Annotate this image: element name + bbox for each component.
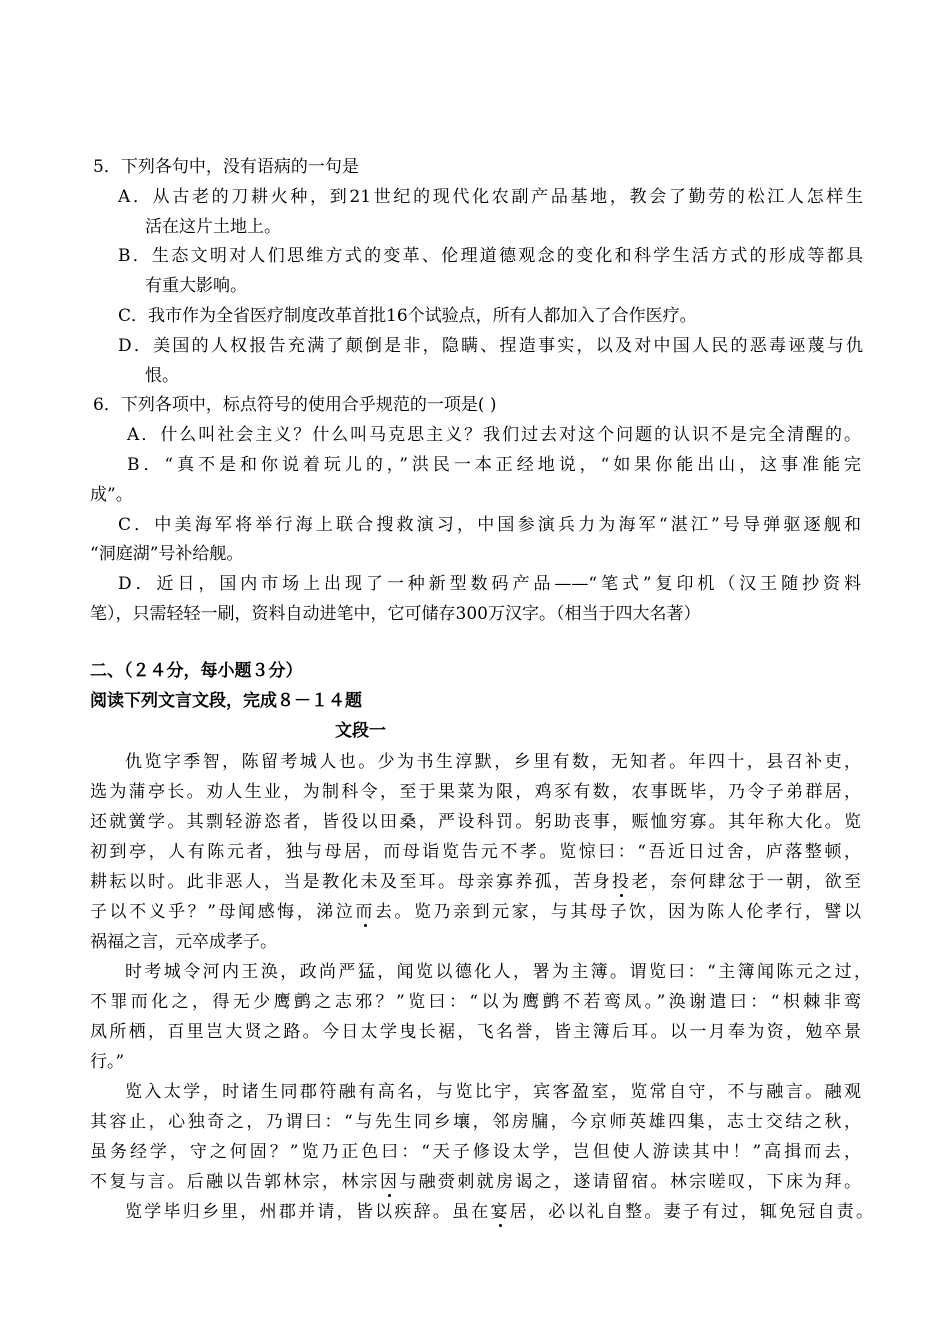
passage-p1-line6	[90, 902, 861, 922]
passage-p2-line3: 凤所栖，百里岂大贤之路。今日太学曳长裾，飞名誉，皆主簿后耳。以一月奉为资，勉卒景	[90, 1022, 861, 1042]
passage-p1-line3: 还就黉学。其剽轻游恣者，皆役以田桑，严设科罚。躬助丧事，赈恤穷寡。其年称大化。览	[90, 812, 861, 832]
q5-stem: 5．下列各句中，没有语病的一句是	[93, 157, 359, 177]
passage-p1-line4: 初到亭，人有陈元者，独与母居，而母诣览告元不孝。览惊曰：“吾近日过舍，庐落整顿，	[90, 842, 861, 862]
q6-option-d-line2: 笔），只需轻轻一刷，资料自动进笔中，它可储存300万汉字。（相当于四大名著）	[90, 604, 701, 624]
text-run: 去。览乃亲到元家，与其母子饮，因为陈人伦孝行，譬以	[374, 902, 861, 922]
passage-title: 文段一	[335, 721, 386, 741]
passage-p1-line5	[90, 872, 861, 892]
text-run: 居，必以礼自整。妻子有过，辄免冠自责。	[509, 1202, 874, 1222]
passage-p3-line2: 其容止，心独奇之，乃谓曰：“与先生同乡壤，邻房牖，今京师英雄四集，志士交结之秋，	[90, 1112, 861, 1132]
q5-option-c-line1: C．我市作为全省医疗制度改革首批16个试验点，所有人都加入了合作医疗。	[118, 306, 697, 326]
emphasis-dot-char: 宴	[490, 1202, 510, 1222]
q6-option-b-line1: B．“真不是和你说着玩儿的，”洪民一本正经地说，“如果你能出山，这事准能完	[127, 455, 861, 475]
q5-option-a-line1: A．从古老的刀耕火种，到21世纪的现代化农副产品基地，教会了勤劳的松江人怎样生	[118, 187, 863, 207]
text-run: 不复与言。后融以告郭林宗，林宗	[90, 1172, 380, 1192]
passage-p4-line1	[125, 1202, 873, 1222]
emphasis-dot-char: 而	[355, 902, 375, 922]
passage-p2-line1: 时考城令河内王涣，政尚严猛，闻览以德化人，署为主簿。谓览曰：“主簿闻陈元之过，	[125, 962, 871, 982]
passage-p3-line3: 虽务经学，守之何固？”览乃正色曰：“天子修设太学，岂但使人游读其中！”高揖而去，	[90, 1142, 861, 1162]
q5-option-b-line2: 有重大影响。	[145, 276, 247, 296]
passage-p1-line7: 祸福之言，元卒成孝子。	[90, 932, 277, 952]
passage-p1-line2: 选为蒲亭长。劝人生业，为制科令，至于果菜为限，鸡豕有数，农事既毕，乃令子弟群居，	[90, 782, 861, 802]
q5-option-d-line2: 恨。	[145, 366, 179, 386]
text-run: 耕耘以时。此非恶人，当是教化未及至耳。母亲寡养孤，苦身	[90, 872, 612, 892]
q5-option-b-line1: B．生态文明对人们思维方式的变革、伦理道德观念的变化和科学生活方式的形成等都具	[118, 246, 863, 266]
passage-p2-line2: 不罪而化之，得无少鹰鹯之志邪？”览曰：“以为鹰鹯不若鸾凤。”涣谢遣曰：“枳棘非鸾	[90, 992, 861, 1012]
q5-option-d-line1: D．美国的人权报告充满了颠倒是非，隐瞒、捏造事实，以及对中国人民的恶毒诬蔑与仇	[118, 336, 863, 356]
text-run: 老，奈何肆忿于一朝，欲至	[631, 872, 862, 892]
text-run: 子以不义乎？”母闻感悔，涕泣	[90, 902, 356, 922]
q6-option-d-line1: D．近日，国内市场上出现了一种新型数码产品——“笔式”复印机（汉王随抄资料	[118, 574, 861, 594]
q6-option-c-line2: “洞庭湖”号补给舰。	[90, 544, 244, 564]
q6-option-a-line1: A．什么叫社会主义？什么叫马克思主义？我们过去对这个问题的认识不是完全清醒的。	[127, 425, 861, 445]
q5-option-a-line2: 活在这片土地上。	[145, 217, 281, 237]
section-heading: 二、（２４分，每小题３分）	[90, 661, 303, 681]
text-run: 览学毕归乡里，州郡并请，皆以疾辞。虽在	[125, 1202, 491, 1222]
section-instruction: 阅读下列文言文段，完成８－１４题	[90, 691, 362, 711]
emphasis-dot-char: 因	[380, 1172, 400, 1192]
q6-stem: 6．下列各项中，标点符号的使用合乎规范的一项是( )	[93, 395, 497, 415]
text-run: 与融赍刺就房谒之，遂请留宿。林宗嗟叹，下床为拜。	[399, 1172, 862, 1192]
q6-option-b-line2: 成”。	[90, 485, 133, 505]
passage-p3-line1: 览入太学，时诸生同郡符融有高名，与览比宇，宾客盈室，览常自守，不与融言。融观	[125, 1082, 861, 1102]
q6-option-c-line1: C．中美海军将举行海上联合搜救演习，中国参演兵力为海军“湛江”号导弹驱逐舰和	[118, 515, 861, 535]
emphasis-dot-char: 投	[612, 872, 632, 892]
passage-p2-line4: 行。”	[90, 1052, 125, 1072]
passage-p3-line4	[90, 1172, 861, 1192]
passage-p1-line1: 仇览字季智，陈留考城人也。少为书生淳默，乡里有数，无知者。年四十，县召补吏，	[125, 752, 861, 772]
